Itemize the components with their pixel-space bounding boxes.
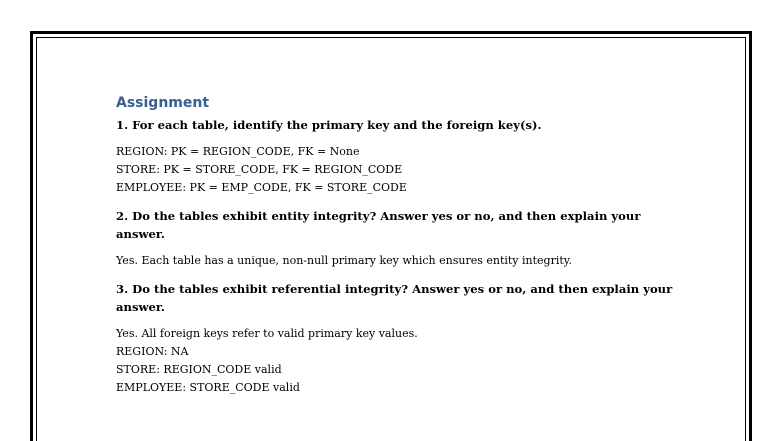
- question-3-line-1: 3. Do the tables exhibit referential integrity? Answer yes or no, and then explain your: [116, 282, 673, 296]
- question-1: 1. For each table, identify the primary key and the foreign key(s).: [116, 118, 542, 132]
- q3-answer-region: REGION: NA: [116, 345, 189, 358]
- q1-answer-employee: EMPLOYEE: PK = EMP_CODE, FK = STORE_CODE: [116, 181, 407, 194]
- q3-answer-summary: Yes. All foreign keys refer to valid primary key values.: [116, 327, 418, 340]
- question-2-line-1: 2. Do the tables exhibit entity integrity? Answer yes or no, and then explain your: [116, 209, 641, 223]
- question-2-line-2: answer.: [116, 227, 165, 241]
- q2-answer: Yes. Each table has a unique, non-null primary key which ensures entity integrity.: [116, 254, 573, 267]
- assignment-heading: Assignment: [116, 95, 210, 111]
- q3-answer-store: STORE: REGION_CODE valid: [116, 363, 282, 376]
- document-body: [116, 94, 696, 397]
- q3-answer-employee: EMPLOYEE: STORE_CODE valid: [116, 381, 300, 394]
- q1-answer-store: STORE: PK = STORE_CODE, FK = REGION_CODE: [116, 163, 403, 176]
- q1-answer-region: REGION: PK = REGION_CODE, FK = None: [116, 145, 360, 158]
- question-3-line-2: answer.: [116, 300, 165, 314]
